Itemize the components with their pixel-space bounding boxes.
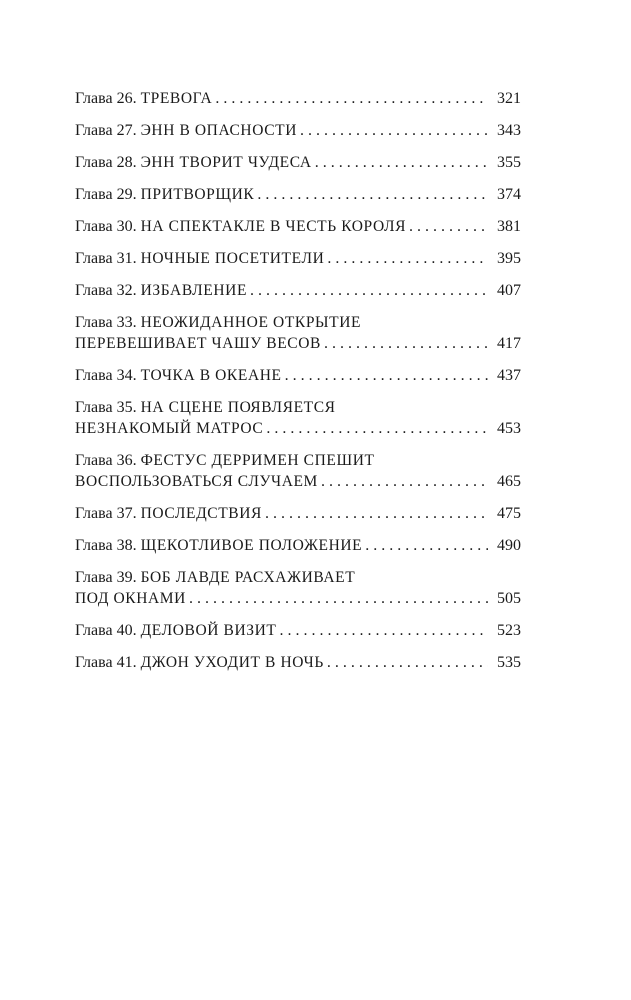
page-number: 505: [497, 590, 521, 607]
dot-leader: [321, 471, 488, 492]
toc-entry-line: [75, 588, 521, 609]
chapter-title: ЭНН ТВОРИТ ЧУДЕСА: [140, 154, 312, 171]
dot-leader: [265, 503, 488, 524]
toc-entry-line: [75, 152, 521, 173]
chapter-number: Глава 29.: [75, 186, 137, 203]
dot-leader: [327, 652, 488, 673]
toc-entry: [75, 365, 521, 386]
page-number: 535: [497, 654, 521, 671]
dot-leader: [266, 418, 488, 439]
page-number: 417: [497, 335, 521, 352]
toc-entry-line: [75, 333, 521, 354]
toc-entry-line: [75, 365, 521, 386]
toc-entry: [75, 567, 521, 609]
chapter-number: Глава 28.: [75, 154, 137, 171]
chapter-title: НЕОЖИДАННОЕ ОТКРЫТИЕ: [140, 314, 362, 331]
toc-entry-line: [75, 120, 521, 141]
chapter-title: ЩЕКОТЛИВОЕ ПОЛОЖЕНИЕ: [140, 537, 363, 554]
toc-entry: [75, 248, 521, 269]
toc-entry-line: [75, 535, 521, 556]
chapter-title: ДЕЛОВОЙ ВИЗИТ: [140, 622, 277, 639]
chapter-title: НЕЗНАКОМЫЙ МАТРОС: [75, 420, 264, 437]
page-number: 321: [497, 90, 521, 107]
toc-entry: [75, 280, 521, 301]
toc-entry-line: [75, 567, 521, 588]
chapter-title: НА СЦЕНЕ ПОЯВЛЯЕТСЯ: [140, 399, 336, 416]
toc-entry: [75, 88, 521, 109]
chapter-title: ИЗБАВЛЕНИЕ: [140, 282, 248, 299]
chapter-title: ФЕСТУС ДЕРРИМЕН СПЕШИТ: [140, 452, 375, 469]
page-number: 395: [497, 250, 521, 267]
page-number: 355: [497, 154, 521, 171]
page-number: 453: [497, 420, 521, 437]
page-number: 437: [497, 367, 521, 384]
chapter-number: Глава 35.: [75, 399, 137, 416]
page-number: 374: [497, 186, 521, 203]
page-number: 475: [497, 505, 521, 522]
chapter-title: ПОД ОКНАМИ: [75, 590, 186, 607]
chapter-number: Глава 38.: [75, 537, 137, 554]
chapter-title: ВОСПОЛЬЗОВАТЬСЯ СЛУЧАЕМ: [75, 473, 318, 490]
dot-leader: [327, 248, 488, 269]
chapter-number: Глава 41.: [75, 654, 137, 671]
chapter-title: ПРИТВОРЩИК: [140, 186, 255, 203]
toc-entry: [75, 184, 521, 205]
toc-entry: [75, 312, 521, 354]
toc-entry: [75, 535, 521, 556]
dot-leader: [285, 365, 488, 386]
page-number: 523: [497, 622, 521, 639]
chapter-number: Глава 30.: [75, 218, 137, 235]
chapter-title: ПЕРЕВЕШИВАЕТ ЧАШУ ВЕСОВ: [75, 335, 321, 352]
page-number: 465: [497, 473, 521, 490]
toc-entry-line: [75, 397, 521, 418]
dot-leader: [324, 333, 488, 354]
chapter-number: Глава 34.: [75, 367, 137, 384]
chapter-number: Глава 37.: [75, 505, 137, 522]
toc-entry-line: [75, 280, 521, 301]
toc-entry-line: [75, 88, 521, 109]
chapter-title: ПОСЛЕДСТВИЯ: [140, 505, 262, 522]
toc-entry: [75, 120, 521, 141]
dot-leader: [365, 535, 488, 556]
toc-entry-line: [75, 216, 521, 237]
chapter-title: ТОЧКА В ОКЕАНЕ: [140, 367, 282, 384]
page-number: 407: [497, 282, 521, 299]
toc-entry-line: [75, 184, 521, 205]
toc-entry-line: [75, 471, 521, 492]
chapter-title: НОЧНЫЕ ПОСЕТИТЕЛИ: [140, 250, 325, 267]
chapter-number: Глава 33.: [75, 314, 137, 331]
toc-entry: [75, 397, 521, 439]
chapter-number: Глава 27.: [75, 122, 137, 139]
table-of-contents: [75, 88, 521, 684]
page-number: 490: [497, 537, 521, 554]
chapter-number: Глава 32.: [75, 282, 137, 299]
toc-entry-line: [75, 503, 521, 524]
chapter-title: ЭНН В ОПАСНОСТИ: [140, 122, 298, 139]
chapter-number: Глава 31.: [75, 250, 137, 267]
toc-entry-line: [75, 620, 521, 641]
page-number: 343: [497, 122, 521, 139]
toc-entry: [75, 216, 521, 237]
dot-leader: [189, 588, 488, 609]
toc-entry-line: [75, 248, 521, 269]
page-number: 381: [497, 218, 521, 235]
dot-leader: [257, 184, 488, 205]
toc-entry: [75, 620, 521, 641]
toc-entry-line: [75, 312, 521, 333]
chapter-title: БОБ ЛАВДЕ РАСХАЖИВАЕТ: [140, 569, 356, 586]
dot-leader: [279, 620, 488, 641]
dot-leader: [215, 88, 488, 109]
chapter-title: НА СПЕКТАКЛЕ В ЧЕСТЬ КОРОЛЯ: [140, 218, 407, 235]
toc-entry-line: [75, 652, 521, 673]
chapter-number: Глава 40.: [75, 622, 137, 639]
toc-entry: [75, 652, 521, 673]
dot-leader: [300, 120, 488, 141]
dot-leader: [250, 280, 488, 301]
dot-leader: [315, 152, 488, 173]
toc-entry: [75, 503, 521, 524]
chapter-title: ДЖОН УХОДИТ В НОЧЬ: [140, 654, 324, 671]
toc-entry-line: [75, 450, 521, 471]
chapter-number: Глава 39.: [75, 569, 137, 586]
chapter-title: ТРЕВОГА: [140, 90, 213, 107]
dot-leader: [409, 216, 488, 237]
chapter-number: Глава 36.: [75, 452, 137, 469]
toc-entry-line: [75, 418, 521, 439]
toc-entry: [75, 450, 521, 492]
toc-entry: [75, 152, 521, 173]
chapter-number: Глава 26.: [75, 90, 137, 107]
